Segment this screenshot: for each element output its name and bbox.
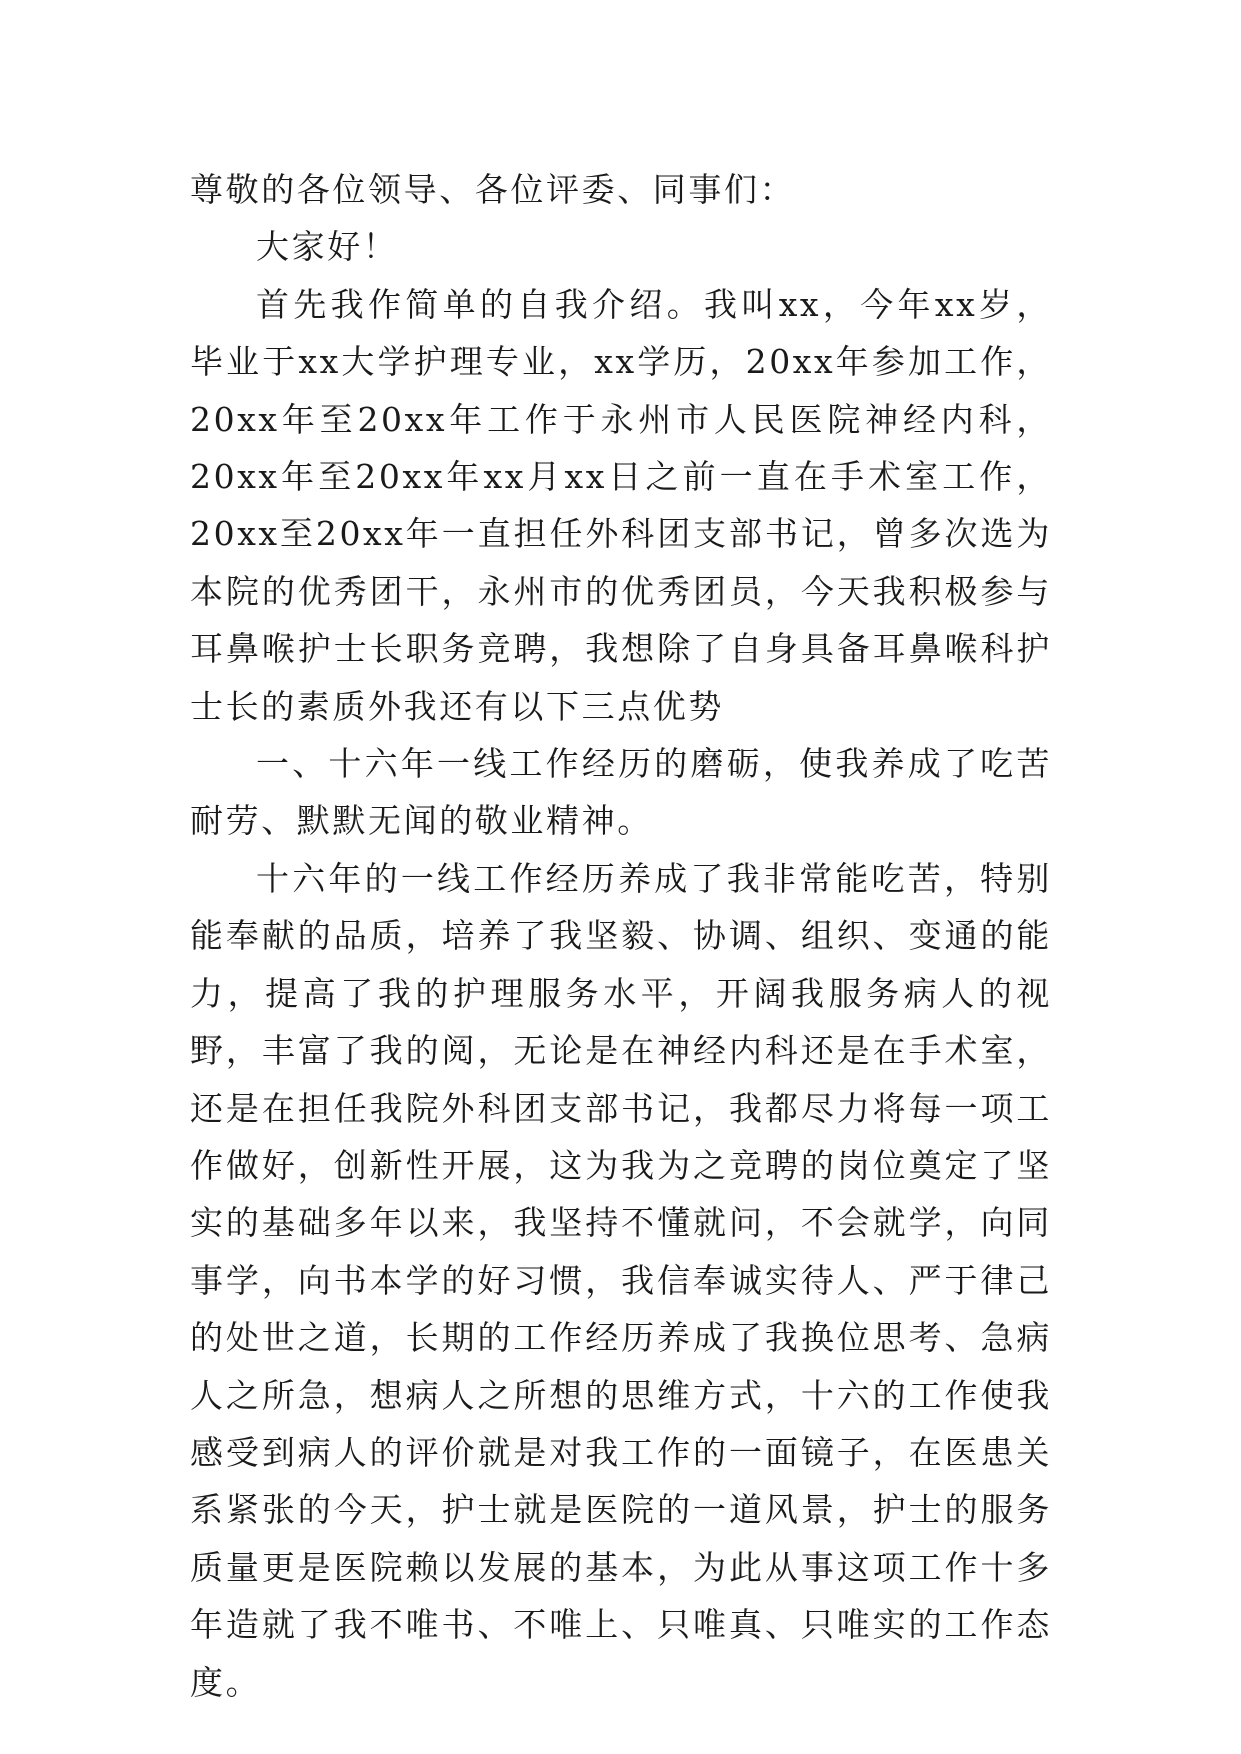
- speech-body: [190, 161, 1052, 1711]
- paragraph-point-one-heading: 一、十六年一线工作经历的磨砺，使我养成了吃苦耐劳、默默无闻的敬业精神。: [190, 744, 1052, 841]
- greeting: 大家好！: [256, 227, 399, 267]
- salutation: 尊敬的各位领导、各位评委、同事们：: [190, 170, 796, 209]
- paragraph-point-one-body: 十六年的一线工作经历养成了我非常能吃苦，特别能奉献的品质，培养了我坚毅、协调、组织、变通的能力，提高了我的护理服务水平，开阔我服务病人的视野，丰富了我的阅，无论是在神经内科还是在手术室，还是在担任我院外科团支部书记，我都尽力将每一项工作做好，创新性开展，这为我为之竞聘的岗位奠定了坚实的基础多年以来，我坚持不懂就问，不会就学，向同事学，向书本学的好习惯，我信奉诚实待人、严于律己的处世之道，长期的工作经历养成了我换位思考、急病人之所急，想病人之所想的思维方式，十六的工作使我感受到病人的评价就是对我工作的一面镜子，在医患关系紧张的今天，护士就是医院的一道风景，护士的服务质量更是医院赖以发展的基本，为此从事这项工作十多年造就了我不唯书、不唯上、只唯真、只唯实的工作态度。: [190, 858, 1052, 1702]
- paragraph-introduction: 首先我作简单的自我介绍。我叫xx，今年xx岁，毕业于xx大学护理专业，xx学历，20xx年参加工作，20xx年至20xx年工作于永州市人民医院神经内科，20xx年至20xx年xx月xx日之前一直在手术室工作，20xx至20xx年一直担任外科团支部书记，曾多次选为本院的优秀团干，永州市的优秀团员，今天我积极参与耳鼻喉护士长职务竞聘，我想除了自身具备耳鼻喉科护士长的素质外我还有以下三点优势: [190, 284, 1052, 726]
